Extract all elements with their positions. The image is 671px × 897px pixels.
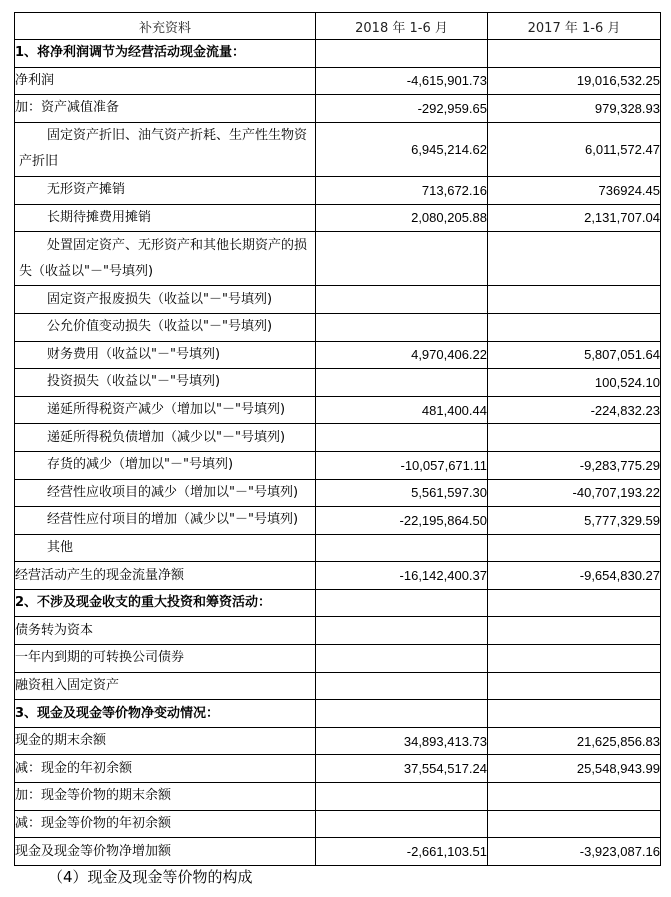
row-label: 减：现金等价物的年初余额 <box>15 810 316 838</box>
row-label: 无形资产摊销 <box>15 176 316 204</box>
value-2018: 713,672.16 <box>316 176 488 204</box>
table-row <box>15 424 661 452</box>
row-label: 固定资产报废损失（收益以"－"号填列) <box>15 286 316 314</box>
table-row <box>15 369 661 397</box>
row-label: 融资租入固定资产 <box>15 672 316 700</box>
value-2017 <box>488 672 661 700</box>
value-2017 <box>488 589 661 617</box>
value-2018 <box>316 286 488 314</box>
table-row <box>15 232 661 286</box>
value-2018: -4,615,901.73 <box>316 67 488 95</box>
value-2017: -40,707,193.22 <box>488 479 661 507</box>
table-row <box>15 122 661 176</box>
table-row <box>15 176 661 204</box>
row-label: 一年内到期的可转换公司债券 <box>15 645 316 673</box>
table-row <box>15 95 661 123</box>
table-row <box>15 341 661 369</box>
value-2018 <box>316 700 488 728</box>
section-heading: 2、不涉及现金收支的重大投资和筹资活动： <box>15 589 316 617</box>
table-row <box>15 451 661 479</box>
value-2018 <box>316 783 488 811</box>
value-2018 <box>316 534 488 562</box>
value-2017 <box>488 40 661 68</box>
value-2018 <box>316 645 488 673</box>
row-label: 经营性应付项目的增加（减少以"－"号填列) <box>15 507 316 535</box>
row-label: 递延所得税资产减少（增加以"－"号填列) <box>15 396 316 424</box>
value-2017 <box>488 232 661 286</box>
value-2017 <box>488 313 661 341</box>
section-caption: （4）现金及现金等价物的构成 <box>48 868 253 886</box>
value-2017: 100,524.10 <box>488 369 661 397</box>
table-header-row <box>15 13 661 40</box>
value-2018 <box>316 589 488 617</box>
value-2018: -2,661,103.51 <box>316 838 488 866</box>
table-row <box>15 507 661 535</box>
row-label: 存货的减少（增加以"－"号填列) <box>15 451 316 479</box>
value-2017: 21,625,856.83 <box>488 727 661 755</box>
row-label: 固定资产折旧、油气资产折耗、生产性生物资产折旧 <box>15 122 316 176</box>
value-2017 <box>488 810 661 838</box>
table-row <box>15 479 661 507</box>
row-label: 经营性应收项目的减少（增加以"－"号填列) <box>15 479 316 507</box>
value-2018: -10,057,671.11 <box>316 451 488 479</box>
table-row <box>15 40 661 68</box>
table-row <box>15 838 661 866</box>
row-label: 净利润 <box>15 67 316 95</box>
table-row <box>15 313 661 341</box>
table-row <box>15 672 661 700</box>
value-2018 <box>316 369 488 397</box>
value-2018 <box>316 672 488 700</box>
table-row <box>15 589 661 617</box>
value-2018: -16,142,400.37 <box>316 562 488 590</box>
header-2018: 2018 年 1-6 月 <box>316 13 488 40</box>
value-2018: 37,554,517.24 <box>316 755 488 783</box>
table-row <box>15 534 661 562</box>
table-row <box>15 645 661 673</box>
row-label: 加：资产减值准备 <box>15 95 316 123</box>
value-2017: -3,923,087.16 <box>488 838 661 866</box>
value-2017: 5,807,051.64 <box>488 341 661 369</box>
table-row <box>15 783 661 811</box>
value-2017 <box>488 645 661 673</box>
value-2018 <box>316 810 488 838</box>
table-row <box>15 617 661 645</box>
header-item: 补充资料 <box>15 13 316 40</box>
value-2018 <box>316 424 488 452</box>
value-2017 <box>488 534 661 562</box>
value-2018 <box>316 232 488 286</box>
value-2018: -292,959.65 <box>316 95 488 123</box>
row-label: 加：现金等价物的期末余额 <box>15 783 316 811</box>
value-2018 <box>316 617 488 645</box>
value-2018 <box>316 313 488 341</box>
value-2017: -224,832.23 <box>488 396 661 424</box>
row-label: 经营活动产生的现金流量净额 <box>15 562 316 590</box>
value-2018: 6,945,214.62 <box>316 122 488 176</box>
value-2017 <box>488 286 661 314</box>
row-label: 长期待摊费用摊销 <box>15 204 316 232</box>
value-2017 <box>488 617 661 645</box>
value-2017: 25,548,943.99 <box>488 755 661 783</box>
table-row <box>15 727 661 755</box>
value-2018: 481,400.44 <box>316 396 488 424</box>
value-2017: -9,654,830.27 <box>488 562 661 590</box>
section-heading: 1、将净利润调节为经营活动现金流量： <box>15 40 316 68</box>
row-label: 处置固定资产、无形资产和其他长期资产的损失（收益以"－"号填列) <box>15 232 316 286</box>
table-row <box>15 396 661 424</box>
header-2017: 2017 年 1-6 月 <box>488 13 661 40</box>
row-label: 财务费用（收益以"－"号填列) <box>15 341 316 369</box>
value-2017: 19,016,532.25 <box>488 67 661 95</box>
value-2018: 4,970,406.22 <box>316 341 488 369</box>
table-row <box>15 755 661 783</box>
cash-flow-supplement-table <box>14 12 661 866</box>
row-label: 递延所得税负债增加（减少以"－"号填列) <box>15 424 316 452</box>
value-2017 <box>488 424 661 452</box>
value-2017: -9,283,775.29 <box>488 451 661 479</box>
value-2018: -22,195,864.50 <box>316 507 488 535</box>
value-2018 <box>316 40 488 68</box>
value-2018: 5,561,597.30 <box>316 479 488 507</box>
value-2017: 736924.45 <box>488 176 661 204</box>
value-2017 <box>488 700 661 728</box>
table-row <box>15 204 661 232</box>
value-2017: 6,011,572.47 <box>488 122 661 176</box>
row-label: 投资损失（收益以"－"号填列) <box>15 369 316 397</box>
row-label: 债务转为资本 <box>15 617 316 645</box>
table-row <box>15 286 661 314</box>
value-2017 <box>488 783 661 811</box>
value-2017: 5,777,329.59 <box>488 507 661 535</box>
table-row <box>15 562 661 590</box>
table-row <box>15 67 661 95</box>
value-2018: 34,893,413.73 <box>316 727 488 755</box>
table-row <box>15 700 661 728</box>
row-label: 现金的期末余额 <box>15 727 316 755</box>
row-label: 公允价值变动损失（收益以"－"号填列) <box>15 313 316 341</box>
row-label: 其他 <box>15 534 316 562</box>
table-row <box>15 810 661 838</box>
row-label: 减：现金的年初余额 <box>15 755 316 783</box>
value-2018: 2,080,205.88 <box>316 204 488 232</box>
section-heading: 3、现金及现金等价物净变动情况： <box>15 700 316 728</box>
value-2017: 2,131,707.04 <box>488 204 661 232</box>
row-label: 现金及现金等价物净增加额 <box>15 838 316 866</box>
value-2017: 979,328.93 <box>488 95 661 123</box>
